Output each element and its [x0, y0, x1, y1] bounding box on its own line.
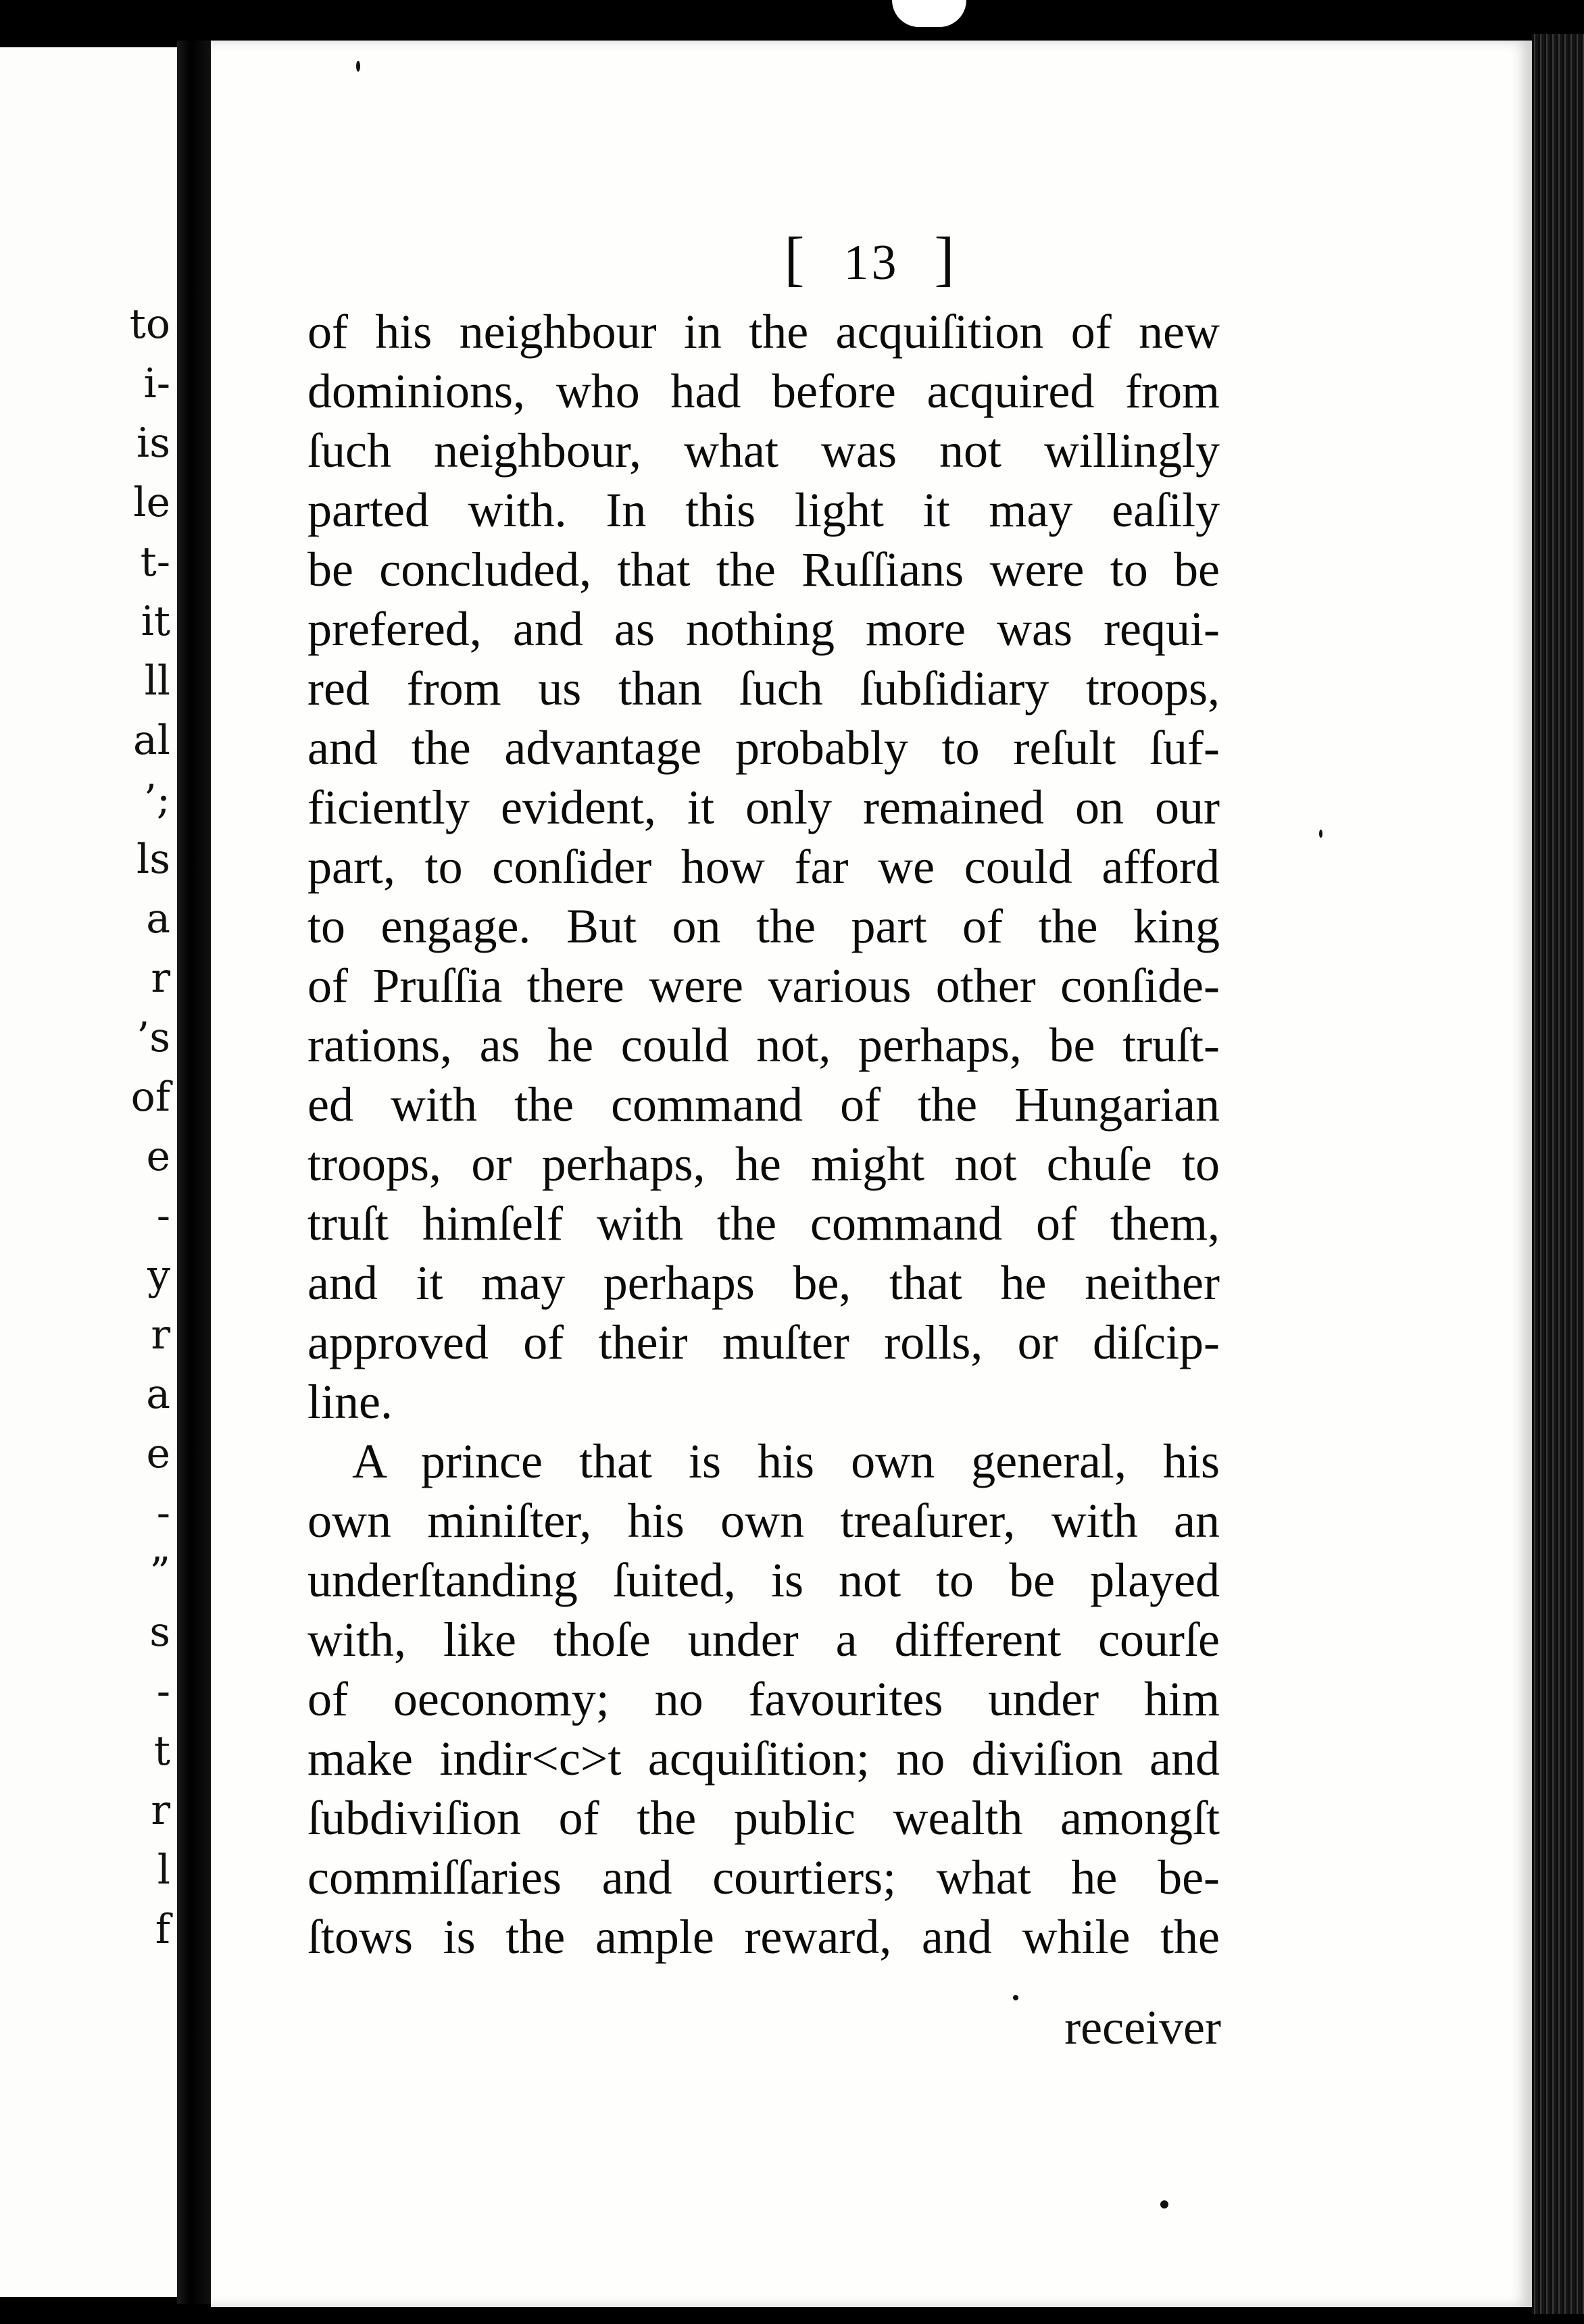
text-line: with, like thoſe under a different courſe — [307, 1613, 1220, 1667]
text-line: of oeconomy; no favourites under him — [307, 1672, 1220, 1726]
text-line: parted with. In this light it may eaſily — [307, 483, 1220, 537]
facing-page-text: le — [133, 479, 170, 526]
scan-speck — [1013, 1995, 1018, 2000]
text-line: ed with the command of the Hungarian — [307, 1078, 1220, 1132]
facing-page-text: ” — [149, 1549, 170, 1596]
facing-page-text: e — [146, 1133, 170, 1180]
facing-page-text: r — [151, 1787, 170, 1834]
text-line: of his neighbour in the acquiſition of new — [307, 305, 1220, 359]
facing-page-text: r — [151, 955, 170, 1002]
text-line: and the advantage probably to reſult ſuf- — [307, 721, 1220, 775]
text-line: commiſſaries and courtiers; what he be- — [307, 1850, 1220, 1904]
facing-page-text: al — [133, 717, 170, 764]
facing-page-text: is — [137, 420, 170, 467]
facing-page-text: - — [156, 1192, 170, 1240]
facing-page-text: i- — [143, 360, 170, 407]
facing-page-text: r — [151, 1311, 170, 1359]
facing-page-text: t — [153, 1727, 170, 1775]
catchword: receiver — [1064, 2000, 1221, 2054]
text-line: ſubdiviſion of the public wealth amongſt — [307, 1791, 1220, 1845]
paragraph-1 — [307, 302, 1220, 1432]
header-open-bracket: [ — [784, 226, 809, 293]
text-line: dominions, who had before acquired from — [307, 364, 1220, 418]
text-line: prefered, and as nothing more was requi- — [307, 602, 1220, 656]
book-gutter — [177, 41, 211, 2304]
text-line: and it may perhaps be, that he neither — [307, 1256, 1220, 1310]
text-line: underſtanding ſuited, is not to be played — [307, 1553, 1220, 1607]
text-line: rations, as he could not, perhaps, be truſt- — [307, 1018, 1220, 1072]
facing-page-text: f — [155, 1906, 170, 1953]
facing-page-fragment — [0, 47, 177, 2297]
scan-speck — [1160, 2200, 1168, 2208]
book-page — [211, 41, 1532, 2307]
text-line: line. — [307, 1375, 393, 1429]
scan-speck — [1319, 830, 1322, 838]
facing-page-text: it — [141, 598, 170, 645]
page-number: 13 — [843, 235, 899, 290]
text-line: truſt himſelf with the command of them, — [307, 1196, 1220, 1251]
facing-page-text: e — [146, 1430, 170, 1477]
text-line: make indir<c>t acquiſition; no diviſion and — [307, 1732, 1220, 1786]
paragraph-2 — [307, 1432, 1220, 1967]
facing-page-text: ’s — [137, 1014, 170, 1061]
facing-page-text: a — [146, 895, 170, 942]
text-line: be concluded, that the Ruſſians were to be — [307, 542, 1220, 597]
facing-page-text: a — [146, 1371, 170, 1418]
page-edges — [1532, 34, 1584, 2314]
text-line: own miniſter, his own treaſurer, with an — [307, 1494, 1220, 1548]
facing-page-text: to — [129, 301, 170, 348]
page-header — [211, 224, 1532, 294]
facing-page-text: ll — [144, 657, 170, 705]
header-close-bracket: ] — [934, 226, 959, 293]
text-line: of Pruſſia there were various other conſide- — [307, 959, 1220, 1013]
scan-clip-mark — [892, 0, 966, 27]
facing-page-text: ’; — [143, 776, 170, 824]
facing-page-text: of — [130, 1073, 170, 1121]
text-line: ficiently evident, it only remained on our — [307, 780, 1220, 834]
scan-speck — [356, 61, 360, 72]
text-line: ſuch neighbour, what was not willingly — [307, 424, 1220, 478]
facing-page-text: y — [147, 1252, 170, 1299]
text-line: A prince that is his own general, his — [352, 1434, 1220, 1488]
facing-page-text: s — [149, 1609, 170, 1656]
text-line: troops, or perhaps, he might not chuſe to — [307, 1137, 1220, 1191]
facing-page-text: ls — [137, 836, 170, 883]
text-line: ſtows is the ample reward, and while the — [307, 1910, 1220, 1964]
text-line: red from us than ſuch ſubſidiary troops, — [307, 661, 1220, 715]
text-line: approved of their muſter rolls, or diſcip- — [307, 1315, 1220, 1369]
facing-page-text: - — [156, 1668, 170, 1715]
text-line: to engage. But on the part of the king — [307, 899, 1220, 953]
body-text — [307, 302, 1220, 1967]
facing-page-text: l — [157, 1846, 170, 1894]
text-line: part, to conſider how far we could afford — [307, 840, 1220, 894]
facing-page-text: t- — [140, 538, 170, 586]
facing-page-text: - — [156, 1490, 170, 1537]
